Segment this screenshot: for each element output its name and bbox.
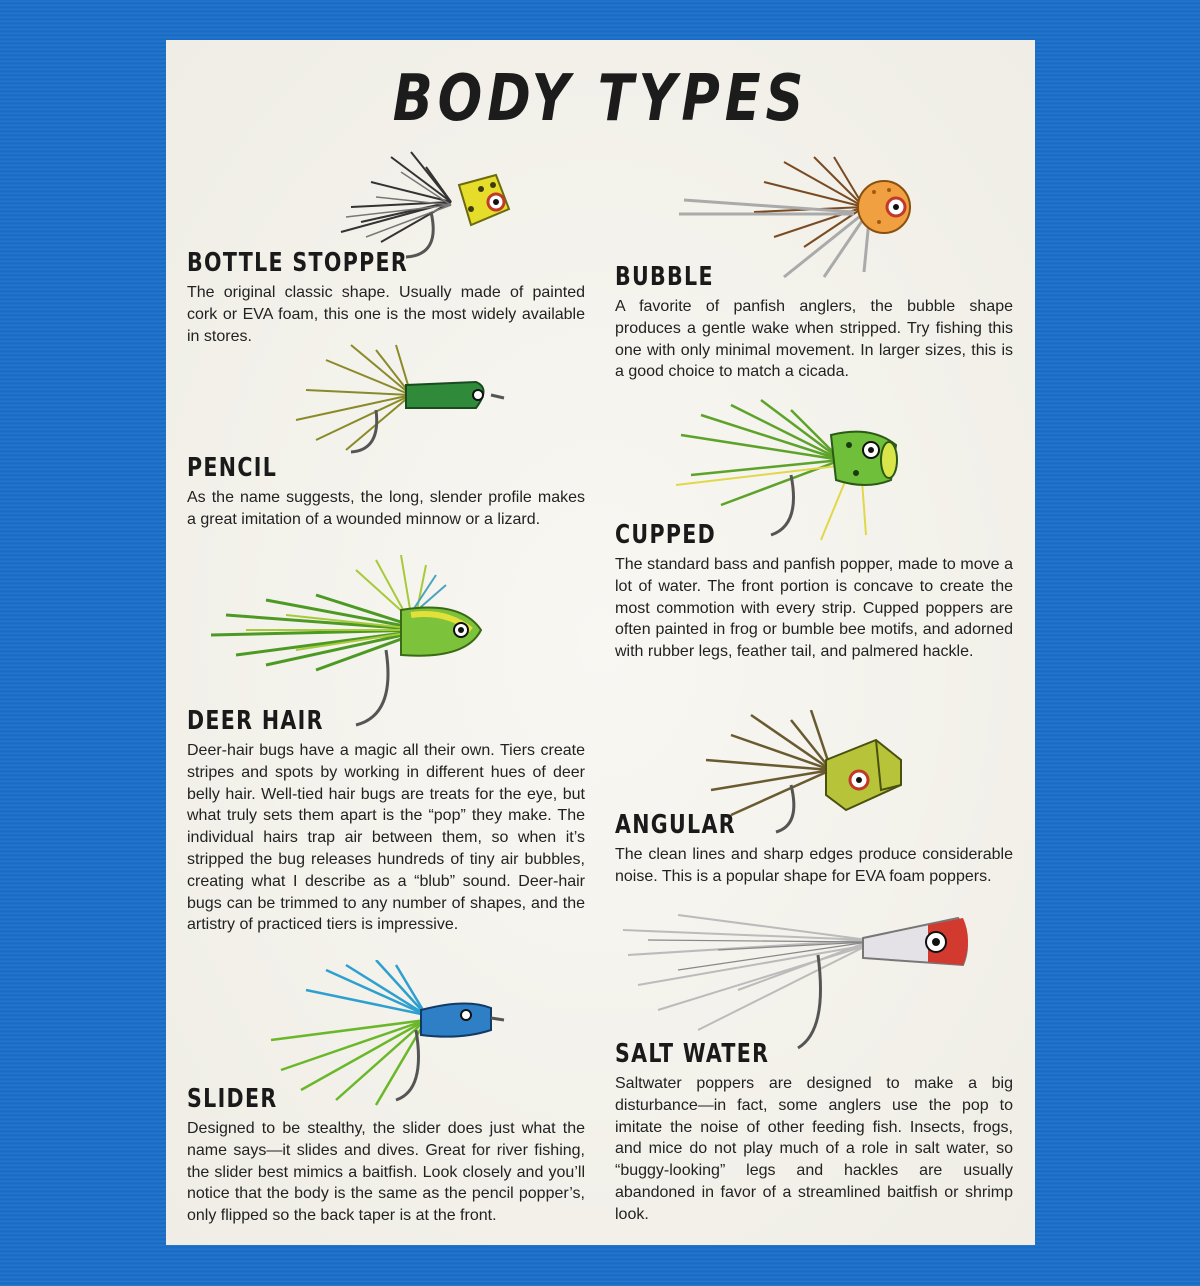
bottle-stopper-popper-illustration	[331, 147, 541, 262]
entry-heading: BUBBLE	[615, 262, 714, 292]
page-title: BODY TYPES	[392, 62, 809, 136]
entry-heading: SLIDER	[187, 1084, 278, 1114]
pencil-popper-illustration	[276, 340, 526, 460]
entry-heading: DEER HAIR	[187, 706, 324, 736]
entry-description: A favorite of panfish anglers, the bubble shape produces a gentle wake when stripped. Try fishing this one with only minimal movement. In larger sizes, this is a good choice to match a cicada.	[615, 298, 1013, 381]
deer-hair-bug-illustration	[206, 555, 506, 730]
entry-deer-hair	[187, 706, 585, 936]
entry-description: Designed to be stealthy, the slider does just what the name says—it slides and dives. Great for river fishing, the slider best mimics a baitfish. Look closely and you’ll notice that the body is the same as the pencil popper’s, only flipped so the back taper is at the front.	[187, 1120, 585, 1225]
entry-slider	[187, 1084, 585, 1227]
entry-heading: CUPPED	[615, 520, 717, 550]
entry-description: Deer-hair bugs have a magic all their own. Tiers create stripes and spots by working in different hues of deer belly hair. Well-tied hair bugs are treats for the eye, but what truly sets them apart is the “pop” they make. The individual hairs trap air between them, so when it’s stripped the bug releases hundreds of tiny air bubbles, creating what I describe as a “blub” sound. Deer-hair bugs can be trimmed to any number of shapes, and the artistry of practiced tiers is impressive.	[187, 742, 585, 934]
saltwater-popper-illustration	[618, 910, 978, 1060]
entry-heading: BOTTLE STOPPER	[187, 248, 409, 278]
entry-description: The standard bass and panfish popper, made to move a lot of water. The front portion is concave to create the most commotion with every strip. Cupped poppers are often painted in frog or bumble bee motifs, and adorned with rubber legs, feather tail, and palmered hackle.	[615, 556, 1013, 661]
entry-description: The original classic shape. Usually made of painted cork or EVA foam, this one is the most widely available in stores.	[187, 284, 585, 345]
entry-description: The clean lines and sharp edges produce considerable noise. This is a popular shape for EVA foam poppers.	[615, 846, 1013, 885]
entry-bubble	[615, 262, 1013, 383]
entry-description: Saltwater poppers are designed to make a big disturbance—in fact, some anglers use the pop to imitate the noise of other feeding fish. Insects, frogs, and mice do not play much of a role in salt water, so “buggy-looking” legs and hackles are usually abandoned in favor of a streamlined baitfish or shrimp look.	[615, 1075, 1013, 1223]
entry-pencil	[187, 453, 585, 531]
entry-heading: PENCIL	[187, 453, 278, 483]
entry-description: As the name suggests, the long, slender profile makes a great imitation of a wounded minnow or a lizard.	[187, 489, 585, 528]
entry-heading: ANGULAR	[615, 810, 736, 840]
entry-cupped	[615, 520, 1013, 663]
poster-panel	[166, 40, 1035, 1245]
entry-heading: SALT WATER	[615, 1039, 770, 1069]
entry-bottle-stopper	[187, 248, 585, 347]
entry-salt-water	[615, 1039, 1013, 1226]
entry-angular	[615, 810, 1013, 888]
